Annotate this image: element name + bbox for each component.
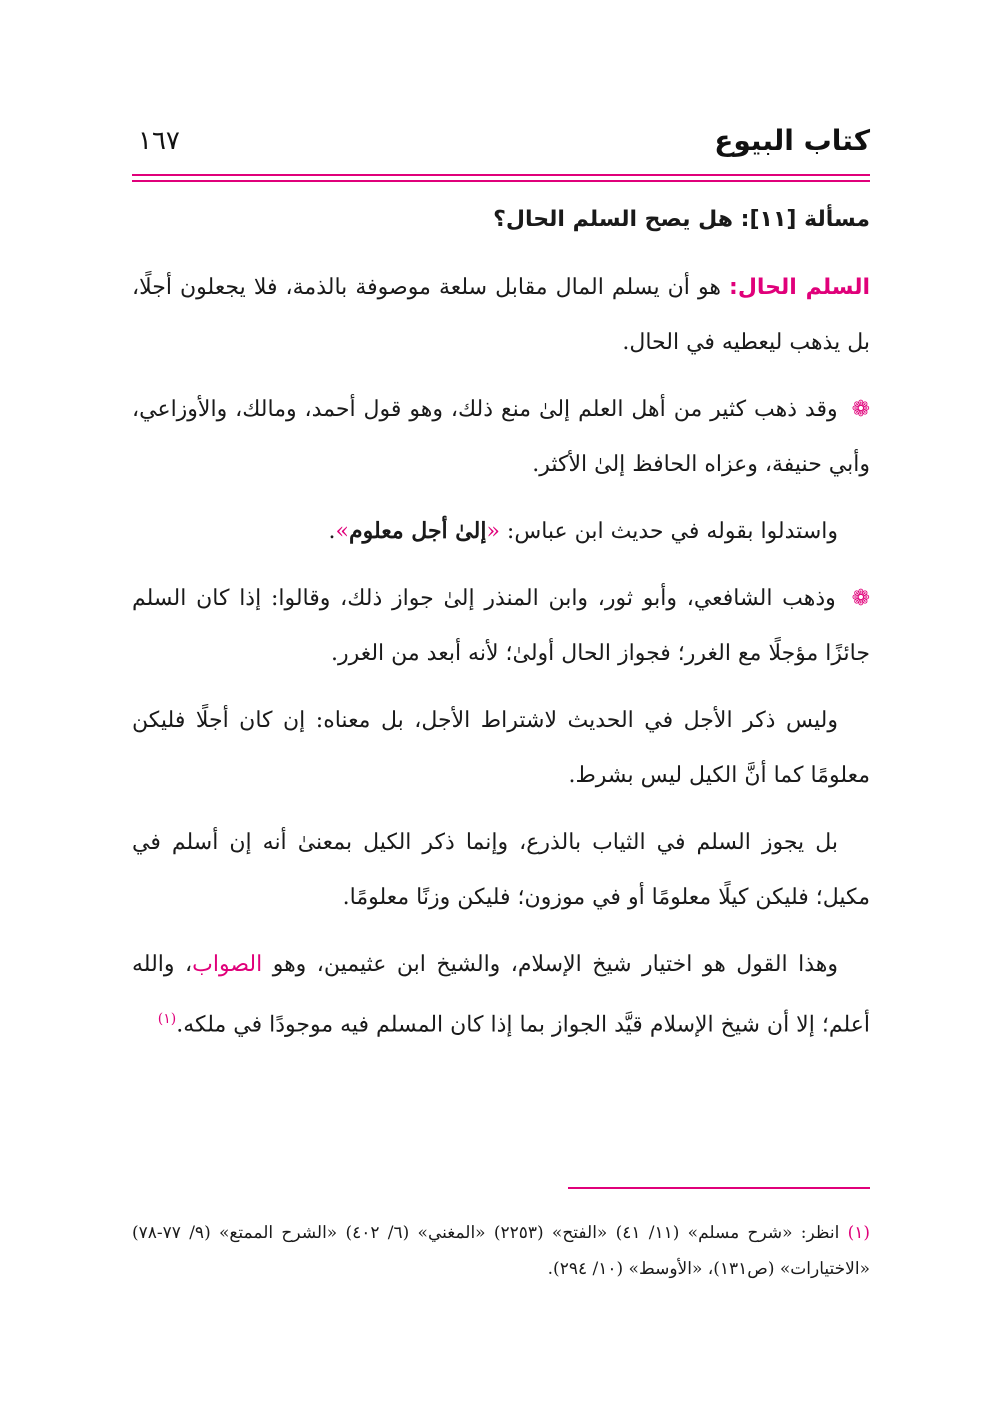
issue-heading: مسألة [١١]: هل يصح السلم الحال؟ xyxy=(493,207,870,232)
main-content xyxy=(132,190,870,1052)
second-opinion-text: وذهب الشافعي، وأبو ثور، وابن المنذر إلىٰ جواز ذلك، وقالوا: إذا كان السلم جائزًا مؤجلًا مع الغرر؛ فجواز الحال أولىٰ؛ لأنه أبعد من الغرر. xyxy=(132,586,870,666)
hadith-quote: إلىٰ أجل معلوم xyxy=(348,518,487,544)
footnote-separator xyxy=(568,1187,870,1189)
header-rule-top xyxy=(132,174,870,176)
footnote-number: (١) xyxy=(847,1223,871,1243)
paragraph-second-opinion xyxy=(132,571,870,681)
flower-ornament-icon: ❁ xyxy=(851,586,870,611)
evidence-text: واستدلوا بقوله في حديث ابن عباس: xyxy=(499,519,838,544)
footnote-text: انظر: «شرح مسلم» (١١/ ٤١) «الفتح» (٢٢٥٣) «المغني» (٦/ ٤٠٢) «الشرح الممتع» (٩/ ٧٧-٧٨) «الاختيارات» (ص١٣١)، «الأوسط» (١٠/ ٢٩٤). xyxy=(132,1223,870,1279)
conclusion-rest: ، والله أعلم؛ إلا أن شيخ الإسلام قيَّد الجواز بما إذا كان المسلم فيه موجودًا في ملكه. xyxy=(132,952,870,1038)
paragraph-measure xyxy=(132,815,870,925)
measure-text: بل يجوز السلم في الثياب بالذرع، وإنما ذكر الكيل بمعنىٰ أنه إن أسلم في مكيل؛ فليكن كيلًا معلومًا أو في موزون؛ فليكن وزنًا معلومًا. xyxy=(132,830,870,910)
header-rule-bottom xyxy=(132,180,870,182)
paragraph-definition xyxy=(132,260,870,370)
paragraph-conclusion xyxy=(132,937,870,1052)
footnote-reference[interactable]: (١) xyxy=(157,1011,177,1027)
evidence-end: . xyxy=(328,519,336,544)
definition-text: هو أن يسلم المال مقابل سلعة موصوفة بالذمة، فلا يجعلون أجلًا، بل يذهب ليعطيه في الحال. xyxy=(132,275,870,355)
paragraph-evidence xyxy=(132,504,870,559)
hadith-close-quote: » xyxy=(335,519,349,544)
paragraph-first-opinion xyxy=(132,382,870,492)
term-label: السلم الحال: xyxy=(729,275,870,300)
book-title: كتاب البيوع xyxy=(714,124,870,157)
first-opinion-text: وقد ذهب كثير من أهل العلم إلىٰ منع ذلك، وهو قول أحمد، ومالك، والأوزاعي، وأبي حنيفة، وعزاه الحافظ إلىٰ الأكثر. xyxy=(132,397,870,477)
page-header xyxy=(132,120,870,172)
page-number: ١٦٧ xyxy=(138,126,180,156)
footnotes xyxy=(132,1215,870,1287)
correct-view-highlight: الصواب xyxy=(192,952,263,977)
paragraph-explanation xyxy=(132,693,870,803)
hadith-open-quote: « xyxy=(486,519,500,544)
explanation-text: وليس ذكر الأجل في الحديث لاشتراط الأجل، بل معناه: إن كان أجلًا فليكن معلومًا كما أنَّ الكيل ليس بشرط. xyxy=(132,708,870,788)
conclusion-start: وهذا القول هو اختيار شيخ الإسلام، والشيخ ابن عثيمين، وهو xyxy=(262,952,838,977)
flower-ornament-icon: ❁ xyxy=(851,397,870,422)
